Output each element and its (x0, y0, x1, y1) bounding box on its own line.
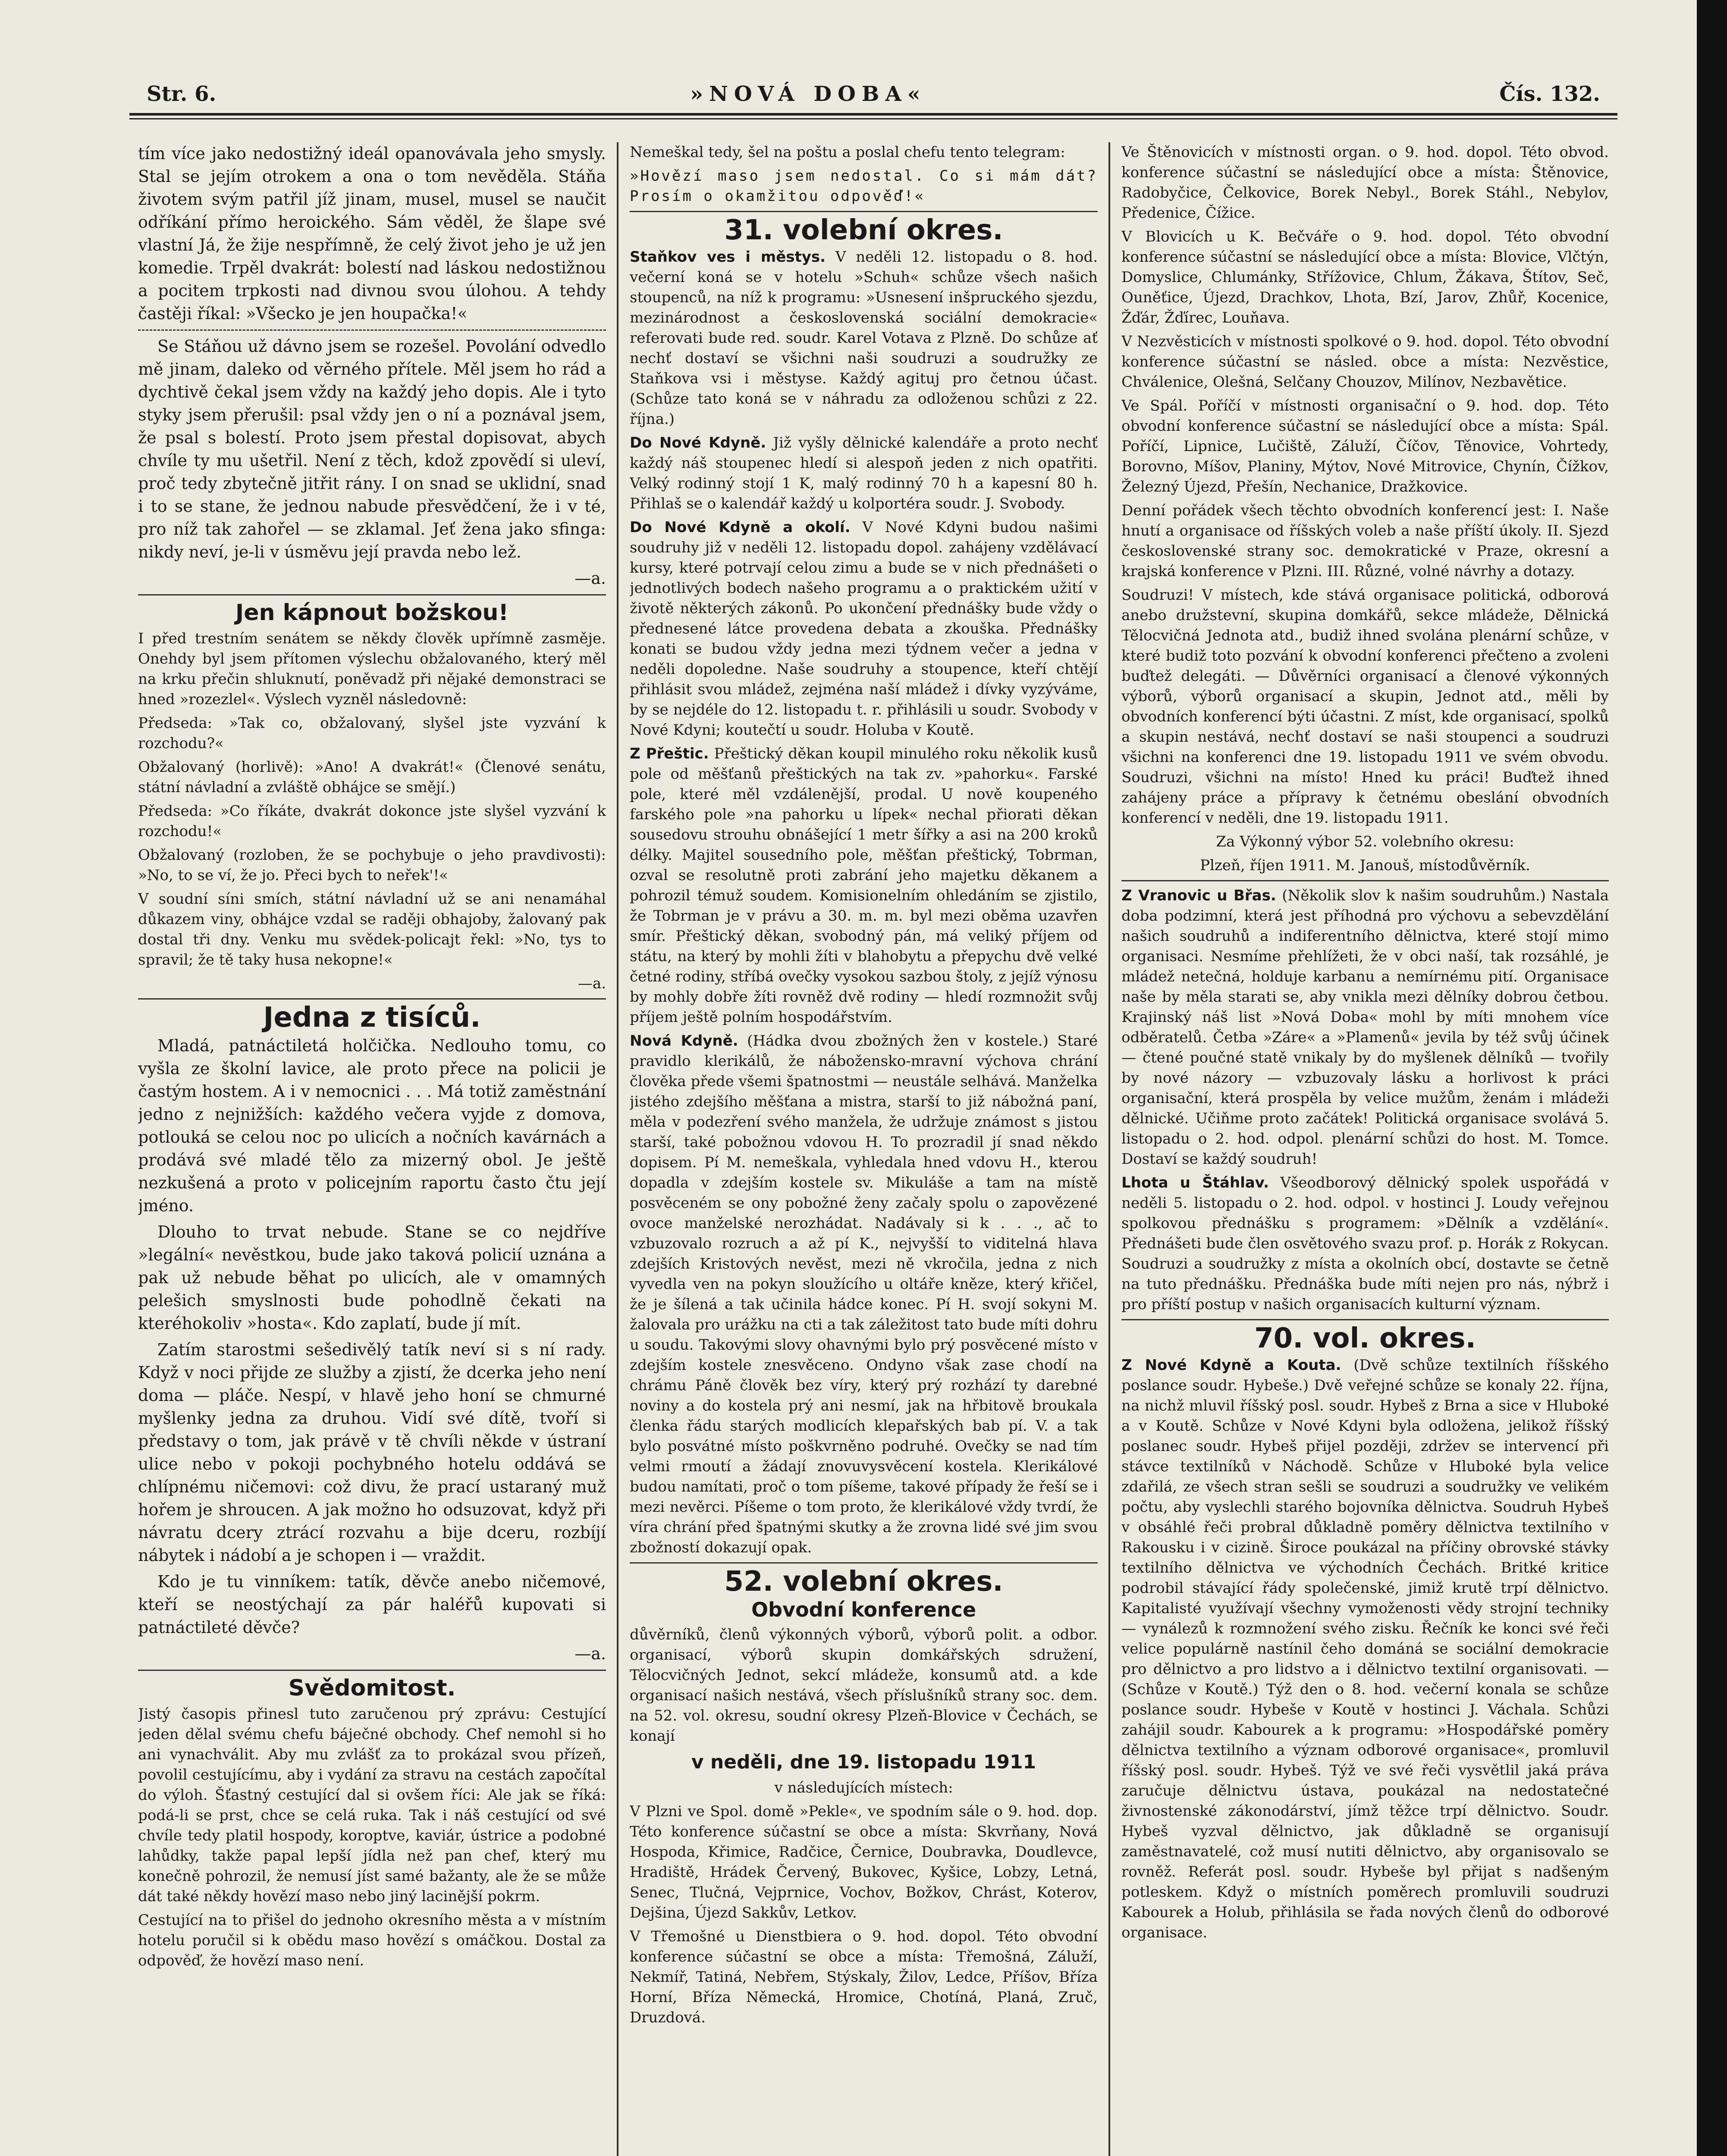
story-ending: tím více jako nedostižný ideál opanovávala jeho smysly. Stal se jejím otrokem a ona o tom nevěděla. Stáňa životem svým patřil jíž jinam, musel, musel se naučit odříkání přímo heroického. Sám věděl, že šlape své vlastní Já, že žije nespřímně, že celý život jeho je už jen komedie. Trpěl dvakrát: bolestí nad láskou nedostižnou a pocitem trpkosti nad divnou svou úlohou. A tehdy častěji říkal: »Všecko je jen houpačka!« (138, 144, 606, 323)
committee-signature: Plzeň, říjen 1911. M. Janouš, místodůvěrník. (1200, 857, 1530, 874)
news-item: (Hádka dvou zbožných žen v kostele.) Staré pravidlo klerikálů, že nábožensko-mravní výchova chrání člověka přede všemi špatnostmi — neustále selhává. Manželka jistého zdejšího měšťana a mistra, starší to již nábožná paní, měla v podezření svého manžela, že udržuje známost s jistou starší, také pobožnou vdovou H. To prozradil jí snad někdo dopisem. Pí M. nemeškala, vyhledala hned vdovu H., kterou dopadla v zdejším kostele sv. Mikuláše a tam na místě posvěceném se ony pobožné ženy začaly spolu o zapovězené ovoce manželské nerozhádat. Nadávaly si k . . ., ač to vzbuzovalo rozruch a až pí K., nejvyšší to viditelná hlava zdejších Kristových nevěst, mezi ně vkročila, jedna z nich vyvedla ven na pokyn sloužícího u oltáře kněze, který křičel, že je šílená a tak učinila hádce konec. Pí H. svojí sokyni M. žalovala pro urážku na cti a tak záležitost tato bude míti dohru u soudu. Takovými slovy ohavnými bylo prý posvěcené místo v zdejším kostele znesvěceno. Ondyno však zase chodí na chrámu Páně člověk bez víry, který prý rozhází ty darebné noviny a do kostela prý ani nesmí, jak na hřbitově broukala členka řádu starých modlicích klepařských bab pí. V. a tak bylo posvátné místo poškvrněno podruhé. Ovečky se nad tím velmi rmoutí a žádají znovuvysvěcení kostela. Klerikálové budou namítati, proč o tom píšeme, takové případy že řeší se i mezi nevěrci. Píšeme o tom proto, že klerikálové vždy tvrdí, že víra chrání před špatnými skutky a že zrovna lidé své jim svou zbožností dokazují opak. (630, 1032, 1098, 1556)
news-item: V neděli 12. listopadu o 8. hod. večerní koná se v hotelu »Schuh« schůze všech našich stoupenců, na níž k programu: »Usnesení inšpruckého sjezdu, mezinárodnost a československá sociální demokracie« referovati bude red. soudr. Karel Votava z Plzně. Do schůze ať nechť dostaví se všichni naši soudruzi a soudružky ze Staňkova vsi i městyse. Každý agituj pro četnou účast. (Schůze tato koná se v náhradu za odloženou schůzi z 22. října.) (630, 248, 1098, 428)
agenda-paragraph: Denní pořádek všech těchto obvodních konferencí jest: I. Naše hnutí a organisace od říšských voleb a naše příští úkoly. II. Sjezd československé strany soc. demokratické v Praze, okresní a krajská konference v Plzni. III. Různé, volné návrhy a dotazy. (1121, 502, 1609, 580)
article-paragraph: Cestující na to přišel do jednoho okresního města a v místním hotelu poručil si k obědu maso hovězí s omáčkou. Dostal za odpověď, že hovězí maso není. (138, 1912, 606, 1969)
news-item: Všeodborový dělnický spolek uspořádá v neděli 5. listopadu o 2. hod. odpol. v hostinci J. Loudy veřejnou spolkovou přednášku s programem: »Dělník a vzdělání«. Přednášeti bude člen osvětového svazu prof. p. Horák z Rokycan. Soudruzi a soudružky z místa a okolních obcí, dostavte se četně na tuto přednášku. Přednáška bude míti nejen pro nás, nýbrž i pro příští postup v našich organisacích kulturní význam. (1121, 1174, 1609, 1313)
notice-paragraph: V Blovicích u K. Bečváře o 9. hod. dopol. Této obvodní konference súčastní se následující obce a místa: Blovice, Vlčtýn, Domyslice, Chlumánky, Střížovice, Chlum, Žákava, Štítov, Seč, Ouněťice, Újezd, Drachkov, Lhota, Bzí, Jarov, Zhůř, Kocenice, Žďár, Žďírec, Louňava. (1121, 228, 1609, 326)
notice-paragraph: Soudruzi! V místech, kde stává organisace politická, odborová anebo družstevní, skupina domkářů, sekce mládeže, Dělnická Tělocvičná Jednota atd., budiž ihned svolána plenární schůze, v které budiž toto pozvání k obvodní konferenci přečteno a zvoleni buďtež delegáti. — Důvěrníci organisací a členové výkonných výborů, výborů organisací a skupin, Jednot atd., měli by obvodních konferencí býti účastni. Z míst, kde organisací, spolků a skupin nestává, nechť dostaví se naši stoupenci a soudruzi všichni na konferenci dne 19. listopadu 1911 ve svém obvodu. Soudruzi, všichni na místo! Hned ku práci! Buďtež ihned zahájeny práce a přípravy k četnému obeslání obvodních konferencí v neděli, dne 19. listopadu 1911. (1121, 586, 1609, 827)
place-keyword: Lhota u Štáhlav. (1121, 1174, 1269, 1191)
place-keyword: Z Nové Kdyně a Kouta. (1121, 1357, 1341, 1374)
news-item: (Několik slov k našim soudruhům.) Nastala doba podzimní, která jest příhodná pro výchovu a sebevzdělání našich soudruhů a indiferentního dělnictva, které stojí mimo organisaci. Nesmíme přehlížeti, že v obci naší, tak rozsáhlé, je mládež netečná, holduje karbanu a nemírnému pití. Organisace naše by měla starati se, aby vnikla mezi dělníky dobrou četbou. Krajinský náš list »Nová Doba« mohl by míti mnohem více odběratelů. Četba »Záre« a »Plamenů« jevila by též svůj účinek — čtené poučné statě vnikaly by do myšlenek dělníků — tvořily by nové názory — vzbuzovaly lásku a horlivost k práci organisační, která prospěla by velice mužům, ženám i mládeži dělnické. Učiňme proto začátek! Politická organisace svolává 5. listopadu o 2. hod. odpol. plenární schůzi do host. M. Tomce. Dostaví se každý soudruh! (1121, 887, 1609, 1168)
place-keyword: Do Nové Kdyně. (630, 434, 766, 451)
column-rule (1108, 142, 1110, 2156)
column-2 (630, 142, 1098, 2156)
header-rule-thin (129, 118, 1617, 119)
notice-paragraph: V Třemošné u Dienstbiera o 9. hod. dopol. Této obvodní konference súčastní se obce a místa: Třemošná, Záluží, Nekmíř, Tatiná, Nebřem, Stýskaly, Žilov, Ledce, Příšov, Bříza Horní, Bříza Německá, Hromice, Chotíná, Planá, Zruč, Druzdová. (630, 1928, 1098, 2026)
article-paragraph: Zatím starostmi sešedivělý tatík neví si s ní rady. Když v noci přijde ze služby a zjistí, že dcerka jeho není doma — pláče. Nespí, v hlavě jeho honí se chmurné myšlenky jedna za druhou. Vidí své dítě, tvoří si představy o tom, jak právě v tě chvíli někde v ústraní ulice nebo v pokoji pochybného hotelu oddává se chlípnému ničemovi: což divu, že prací ustaraný muž hořem je shroucen. A jak možno ho odsuzovat, když při návratu dcery ztrácí rozvahu a bije dceru, rozbíjí nábytek i nádobí a je schopen i — vraždit. (138, 1340, 606, 1565)
page-header (129, 73, 1617, 112)
section-heading: 52. volební okres. (724, 1566, 1003, 1598)
news-item: V Nové Kdyni budou našimi soudruhy již v neděli 12. listopadu dopol. zahájeny vzdělávací kursy, které potrvají celou zimu a bude se v nich přednášeti o jednotlivých bodech našeho programu a o praktickém užití v životě některých zákonů. Po ukončení přednášky bude vždy o přednesené látce provedena debata a zkouška. Přednášky konati se budou vždy jedna mezi týdnem večer a jedna v neděli dopoledne. Naše soudruhy a stoupence, kteří chtějí přihlásit svou mládež, zejména naší mládež i dívky vyzýváme, by se nejdéle do 12. listopadu t. r. přihlásili u soudr. Svobody v Nové Kdyni; koutečtí u soudr. Holuba v Koutě. (630, 519, 1098, 739)
news-item: Již vyšly dělnické kalendáře a proto nechť každý náš stoupenec hledí si alespoň jeden z nich opatřiti. Velký rodinný stojí 1 K, malý rodinný 70 h a kapesní 80 h. Přihlaš se o kalendář každý u kolportéra soudr. J. Svobody. (630, 434, 1098, 512)
author-signature: —a. (575, 1644, 606, 1663)
section-heading: 70. vol. okres. (1254, 1322, 1476, 1354)
column-1 (138, 142, 606, 2156)
place-keyword: Staňkov ves i městys. (630, 248, 826, 266)
section-divider (138, 329, 606, 331)
place-keyword: Nová Kdyně. (630, 1032, 738, 1050)
article-divider (138, 998, 606, 1000)
notice-paragraph: V Nezvěsticích v místnosti spolkové o 9. hod. dopol. Této obvodní konference súčastní se násled. obce a místa: Nezvěstice, Chválenice, Olešná, Selčany Chouzov, Milínov, Nezbavětice. (1121, 333, 1609, 391)
article-paragraph: Jistý časopis přinesl tuto zaručenou prý zprávu: Cestující jeden dělal svému chefu báječné obchody. Chef nemohl si ho ani vynachválit. Aby mu zvlášť za to prokázal svou přízeň, povolil cestujícímu, aby i vydání za stravu na cestách započítal do výloh. Šťastný cestující dal si ovšem říci: Ale jak se říká: podá-li se prst, chce se celá ruka. Tak i náš cestující od své chvíle tedy platil hospody, koroptve, kaviár, ústrice a podobné lahůdky, takže papal lepší jídla než pan chef, který mu konečně pohrozil, že nemusí jíst samé bažanty, ale že se může dát také někdy hovězí maso nebo jiný lacinější pokrm. (138, 1705, 606, 1905)
subheading: Obvodní konference (751, 1598, 977, 1621)
dialogue-line: Obžalovaný (rozloben, že se pochybuje o jeho pravdivosti): »No, to se ví, že jo. Přeci bych to neřek'!« (138, 846, 606, 884)
article-paragraph: Dlouho to trvat nebude. Stane se co nejdříve »legální« nevěstkou, bude jako taková policií uznána a pak už nebude běhat po ulicích, ale v omamných pelešich smyslnosti bude pohodlně čekati na kteréhokoliv »hosta«. Kdo zaplatí, bude jí mít. (138, 1222, 606, 1333)
telegram-text: »Hovězí maso jsem nedostal. Co si mám dát? Prosím o okamžitou odpověď!« (630, 167, 1098, 205)
author-signature: —a. (578, 975, 606, 992)
article-divider (138, 1670, 606, 1671)
notice-paragraph: V Plzni ve Spol. domě »Pekle«, ve spodním sále o 9. hod. dop. Této konference súčastní se obce a místa: Skvrňany, Nová Hospoda, Křimice, Radčice, Černice, Doubravka, Doudlevce, Hradiště, Hrádek Červený, Bukovec, Kyšice, Lobzy, Letná, Senec, Tlučná, Vejprnice, Vochov, Božkov, Chrást, Koterov, Dejšina, Újezd Sakkův, Letkov. (630, 1803, 1098, 1921)
story-paragraph: Se Stáňou už dávno jsem se rozešel. Povolání odvedlo mě jinam, daleko od věrného přítele. Měl jsem ho rád a dychtivě čekal jsem vždy na každý jeho dopis. Ale i tyto styky jsem přerušil: psal vždy jen o ní a poznával jsem, že psal s bolestí. Proto jsem přestal dopisovat, abych chvíle ty mu ušetřil. Není z těch, kdož zpovědí si uleví, proč tedy zbytečně jitřit rány. I on snad se uklidní, snad i to se stane, že jednou nabude přesvědčení, že i v té, pro níž tak zahořel — se zklamal. Jeť žena jako sfinga: nikdy neví, je-li v úsměvu její pravda nebo lež. (138, 337, 606, 561)
place-keyword: Z Vranovic u Břas. (1121, 887, 1276, 904)
article-heading: Jen kápnout božskou! (235, 600, 509, 626)
dialogue-line: Předseda: »Tak co, obžalovaný, slyšel jste vyzvání k rozchodu?« (138, 714, 606, 752)
newspaper-page (129, 73, 1617, 2156)
column-3 (1121, 142, 1609, 2156)
header-rule (129, 113, 1617, 116)
dialogue-line: Předseda: »Co říkáte, dvakrát dokonce jste slyšel vyzvání k rozchodu!« (138, 802, 606, 840)
column-rule (617, 142, 619, 2156)
notice-paragraph: důvěrníků, členů výkonných výborů, výborů polit. a odbor. organisací, výborů skupin domkářských sdružení, Tělocvičných Jednot, sekcí mládeže, konsumů atd. a kde organisací našich nestává, všech příslušníků strany soc. dem. na 52. vol. okresu, soudní okresy Plzeň-Blovice v Čechách, se konají (630, 1626, 1098, 1745)
article-paragraph: Mladá, patnáctiletá holčička. Nedlouho tomu, co vyšla ze školní lavice, ale proto přece na policii je častým hostem. A i v nemocnici . . . Má totiž zaměstnání jedno z nejnižších: každého večera vyjde z domova, potlouká se celou noc po ulicích a nočních kavárnách a prodává své mladé tělo za mizerný obol. Je ještě nezkušená a proto v policejním raportu často čtu její jméno. (138, 1036, 606, 1215)
notice-paragraph: Ve Spál. Poříčí v místnosti organisační o 9. hod. dop. Této obvodní konference súčastní se následující obce a místa: Spál. Poříčí, Lipnice, Lučiště, Záluží, Číčov, Těnovice, Vohrtedy, Borovno, Míšov, Planiny, Mýtov, Nové Mitrovice, Chynín, Čížkov, Železný Újezd, Přešín, Nechanice, Dražkovice. (1121, 397, 1609, 495)
dialogue-line: Obžalovaný (horlivě): »Ano! A dvakrát!« (Členové senátu, státní návladní a zvláště obhájce se smějí.) (138, 758, 606, 796)
page-edge (1697, 0, 1727, 2156)
news-item: (Dvě schůze textilních říšského poslance soudr. Hybeše.) Dvě veřejné schůze se konaly 22. října, na nichž mluvil říšský posl. soudr. Hybeš z Brna a sice v Hluboké a v Koutě. Schůze v Nové Kdyni byla odložena, jelikož říšský poslanec soudr. Hybeš přijel později, zdržev se intervencí při stávce textilníků v Náchodě. Schůze v Hluboké byla velice zdařilá, ze všech stran sešli se soudruzi a soudružky ve velikém počtu, aby vyslechli starého bojovníka dělnictva. Soudruh Hybeš v obsáhlé řeči probral důkladně poměry dělnictva textilního v Rakousku i v cizině. Široce poukázal na příčiny obrovské stávky textilního dělnictva ve východních Čechách. Britké kritice podrobil stávající řády společenské, jimiž krutě trpí dělnictvo. Kapitalisté využívají všechny vymoženosti vědy strojní techniky — vynálezů k rozmnožení svého zisku. Řečník ke konci své řeči velice populárně nastínil čeho dománá se sociální demokracie pro dělnictvo a pro lidstvo a i dělnictvo textilní organisovati. — (Schůze v Koutě.) Týž den o 8. hod. večerní konala se schůze poslance soudr. Hybeše v Koutě v hostinci J. Váchala. Schůzi zahájil soudr. Kabourek a k programu: »Hospodářské poměry dělnictva textilního a význam odborové organisace«, promluvil říšský posl. soudr. Hybeš. Týž ve své řeči vysvětlil jaká práva zaručuje dělnictvu ústava, poukázal na nedostatečné živnostenské zákonodárství, jímž těžce trpí dělnictvo. Soudr. Hybeš vyzval dělnictvo, jak důkladně se organisují zaměstnavatelé, což musí nutiti dělnictvo, aby organisovalo se rovněž. Referát posl. soudr. Hybeše byl přijat s nadšeným potleskem. Když o místních poměrech promluvili soudruzi Kabourek a Holub, přihlásila se řada nových členů do odborové organisace. (1121, 1357, 1609, 1941)
article-divider (630, 1562, 1098, 1564)
committee-signature: Za Výkonný výbor 52. volebního okresu: (1216, 833, 1514, 850)
article-divider (138, 594, 606, 595)
notice-subtitle: v následujících místech: (774, 1779, 953, 1796)
meeting-date: v neděli, dne 19. listopadu 1911 (691, 1751, 1036, 1773)
article-paragraph: V soudní síni smích, státní návladní už se ani nenamáhal důkazem viny, obhájce vzdal se raději obhajoby, žalovaný pak dostal tři dny. Venku mu svědek-policajt řekl: »No, tys to spravil; že tě taky husa nekopne!« (138, 890, 606, 968)
article-paragraph: Kdo je tu vinníkem: tatík, děvče anebo ničemové, kteří se neostýchají za pár haléřů kupovati si patnáctileté děvče? (138, 1572, 606, 1637)
article-divider (630, 211, 1098, 212)
place-keyword: Z Přeštic. (630, 745, 709, 762)
article-paragraph: Nemeškal tedy, šel na poštu a poslal chefu tento telegram: (630, 144, 1065, 161)
article-heading: Svědomitost. (288, 1675, 456, 1701)
author-signature: —a. (575, 569, 606, 588)
news-item: Přeštický děkan koupil minulého roku několik kusů pole od měšťanů přeštických na tak zv. »pahorku«. Farské pole, které měl vzdálenější, prodal. U nově koupeného farského pole »na pahorku u lípek« nechal přiorati děkan sousedovu strouhu obnášející 1 metr šířky a asi na 200 kroků délky. Majitel sousedního pole, měšťan přeštický, Tobrman, ozval se resolutně proti zabrání jeho majetku děkanem a pohrozil témuž soudem. Komisionelním ohledáním se zjistilo, že Tobrman je v právu a 30. m. m. byl mezi oběma uzavřen smír. Přeštický děkan, svobodný pán, má veliký příjem od státu, na který by mohli žíti v blahobytu a přepychu dvě velké četné rodiny, stříbá ovečky vysokou sazbou štoly, z jejíž výnosu by mohly dobře žíti rovněž dvě rodiny — hledí rozmnožit svůj příjem ještě polním hospodářstvím. (630, 745, 1098, 1026)
issue-number: Čís. 132. (1499, 82, 1600, 106)
article-paragraph: I před trestním senátem se někdy člověk upřímně zasměje. Onehdy byl jsem přítomen výslechu obžalovaného, který měl na krku přečin shluknutí, poněvadž při nějaké demonstraci se hned »rozezlel«. Výslech vyzněl následovně: (138, 630, 606, 708)
place-keyword: Do Nové Kdyně a okolí. (630, 519, 851, 536)
page-number: Str. 6. (147, 82, 217, 106)
article-divider (1121, 880, 1609, 881)
notice-paragraph: Ve Štěnovicích v místnosti organ. o 9. hod. dopol. Této obvod. konference súčastní se následující obce a místa: Štěnovice, Radobyčice, Čelkovice, Borek Nebyl., Borek Stáhl., Nebylov, Předenice, Čížice. (1121, 144, 1609, 222)
masthead-title: »NOVÁ DOBA« (690, 82, 926, 106)
article-heading: Jedna z tisíců. (263, 1002, 481, 1034)
section-heading: 31. volební okres. (724, 214, 1003, 246)
article-divider (1121, 1319, 1609, 1320)
